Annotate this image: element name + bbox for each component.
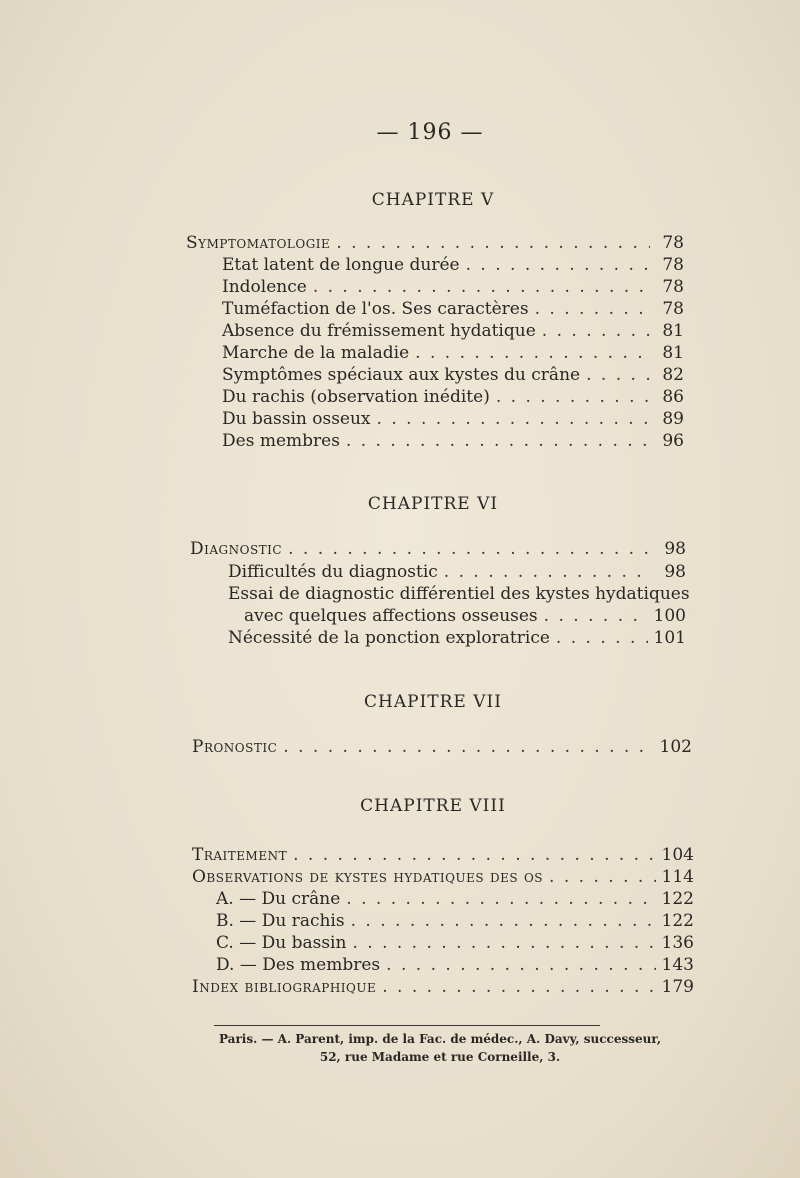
toc-entry <box>216 932 694 954</box>
toc-entry-page: 81 <box>662 321 684 341</box>
leader-dots <box>351 910 656 932</box>
leader-dots <box>293 844 655 866</box>
toc-entry <box>222 254 684 276</box>
imprint-line: 52, rue Madame et rue Corneille, 3. <box>319 1050 561 1064</box>
toc-entry-page: 122 <box>661 889 694 909</box>
toc-entry-label: C. — Du bassin <box>216 933 347 953</box>
leader-dots <box>415 342 650 364</box>
toc-entry-label-continuation: avec quelques affections osseuses <box>244 606 538 626</box>
toc-entry-label: Marche de la maladie <box>222 343 410 363</box>
leader-dots <box>556 627 648 649</box>
toc-entry-label: B. — Du rachis <box>216 911 345 931</box>
leader-dots <box>283 736 653 758</box>
toc-entry-page: 104 <box>661 845 694 865</box>
leader-dots <box>313 276 650 298</box>
chapter-heading: CHAPITRE VI <box>367 494 499 514</box>
leader-dots <box>496 386 650 408</box>
toc-entry-page: 78 <box>662 233 684 253</box>
toc-entry <box>216 888 694 910</box>
toc-entry <box>244 605 686 627</box>
toc-entry <box>228 627 686 649</box>
toc-entry-label: Essai de diagnostic différentiel des kystes hydatiques <box>228 584 690 604</box>
toc-entry-label: Nécessité de la ponction exploratrice <box>228 628 550 648</box>
toc-entry-page: 98 <box>664 539 686 559</box>
toc-entry <box>222 430 684 452</box>
toc-entry <box>222 364 684 386</box>
toc-entry <box>222 342 684 364</box>
leader-dots <box>586 364 650 386</box>
toc-entry-page: 78 <box>662 277 684 297</box>
toc-entry-label: Difficultés du diagnostic <box>228 562 438 582</box>
leader-dots <box>466 254 650 276</box>
chapter-heading: CHAPITRE V <box>371 190 495 210</box>
toc-entry-page: 98 <box>664 562 686 582</box>
toc-entry-label: Du rachis (observation inédite) <box>222 387 490 407</box>
toc-entry-label: Diagnostic <box>190 539 283 559</box>
chapter-heading: CHAPITRE VIII <box>360 796 506 816</box>
toc-entry-label: Index bibliographique <box>192 977 377 997</box>
leader-dots <box>386 954 655 976</box>
chapter-heading: CHAPITRE VII <box>364 692 502 712</box>
toc-entry-label: Symptomatologie <box>186 233 331 253</box>
toc-entry <box>192 844 694 866</box>
toc-entry <box>222 408 684 430</box>
toc-entry-label: Observations de kystes hydatiques des os <box>192 867 544 887</box>
toc-entry <box>222 320 684 342</box>
page-number: — 196 — <box>376 120 484 145</box>
toc-entry-page: 89 <box>662 409 684 429</box>
leader-dots <box>352 932 655 954</box>
toc-entry-label: Pronostic <box>192 737 278 757</box>
leader-dots <box>377 408 650 430</box>
leader-dots <box>549 866 656 888</box>
leader-dots <box>444 561 652 583</box>
toc-entry <box>192 976 694 998</box>
toc-entry <box>222 386 684 408</box>
toc-entry <box>228 561 686 583</box>
toc-entry-label: Etat latent de longue durée <box>222 255 460 275</box>
toc-entry-page: 143 <box>661 955 694 975</box>
toc-entry-label: Des membres <box>222 431 340 451</box>
leader-dots <box>336 232 650 254</box>
toc-entry-label: Tuméfaction de l'os. Ses caractères <box>222 299 529 319</box>
toc-entry-page: 81 <box>662 343 684 363</box>
toc-entry-page: 114 <box>661 867 694 887</box>
toc-entry-page: 78 <box>662 299 684 319</box>
toc-entry-label: A. — Du crâne <box>216 889 341 909</box>
toc-entry-label: Du bassin osseux <box>222 409 371 429</box>
toc-entry-page: 122 <box>661 911 694 931</box>
toc-entry <box>216 954 694 976</box>
toc-entry-page: 86 <box>662 387 684 407</box>
toc-entry-page: 136 <box>661 933 694 953</box>
leader-dots <box>346 430 650 452</box>
toc-entry-page: 101 <box>653 628 686 648</box>
toc-entry-page: 96 <box>662 431 684 451</box>
toc-entry-page: 100 <box>653 606 686 626</box>
toc-entry-page: 82 <box>662 365 684 385</box>
toc-entry-label: Absence du frémissement hydatique <box>222 321 536 341</box>
toc-entry <box>192 866 694 888</box>
toc-entry-label: Symptômes spéciaux aux kystes du crâne <box>222 365 581 385</box>
toc-entry-label: Traitement <box>192 845 288 865</box>
toc-entry-page: 102 <box>659 737 692 757</box>
toc-entry-page: 179 <box>661 977 694 997</box>
toc-entry <box>222 276 684 298</box>
toc-entry-label: Indolence <box>222 277 307 297</box>
toc-entry-page: 78 <box>662 255 684 275</box>
imprint-line: Paris. — A. Parent, imp. de la Fac. de médec., A. Davy, successeur, <box>218 1032 661 1046</box>
leader-dots <box>346 888 655 910</box>
toc-entry <box>186 232 684 254</box>
toc-entry <box>190 538 686 560</box>
toc-entry <box>192 736 692 758</box>
leader-dots <box>382 976 655 998</box>
leader-dots <box>542 320 650 342</box>
leader-dots <box>535 298 650 320</box>
leader-dots <box>544 605 648 627</box>
toc-entry <box>222 298 684 320</box>
imprint-rule <box>214 1025 600 1026</box>
toc-entry-label: D. — Des membres <box>216 955 381 975</box>
leader-dots <box>288 538 652 560</box>
toc-entry <box>216 910 694 932</box>
